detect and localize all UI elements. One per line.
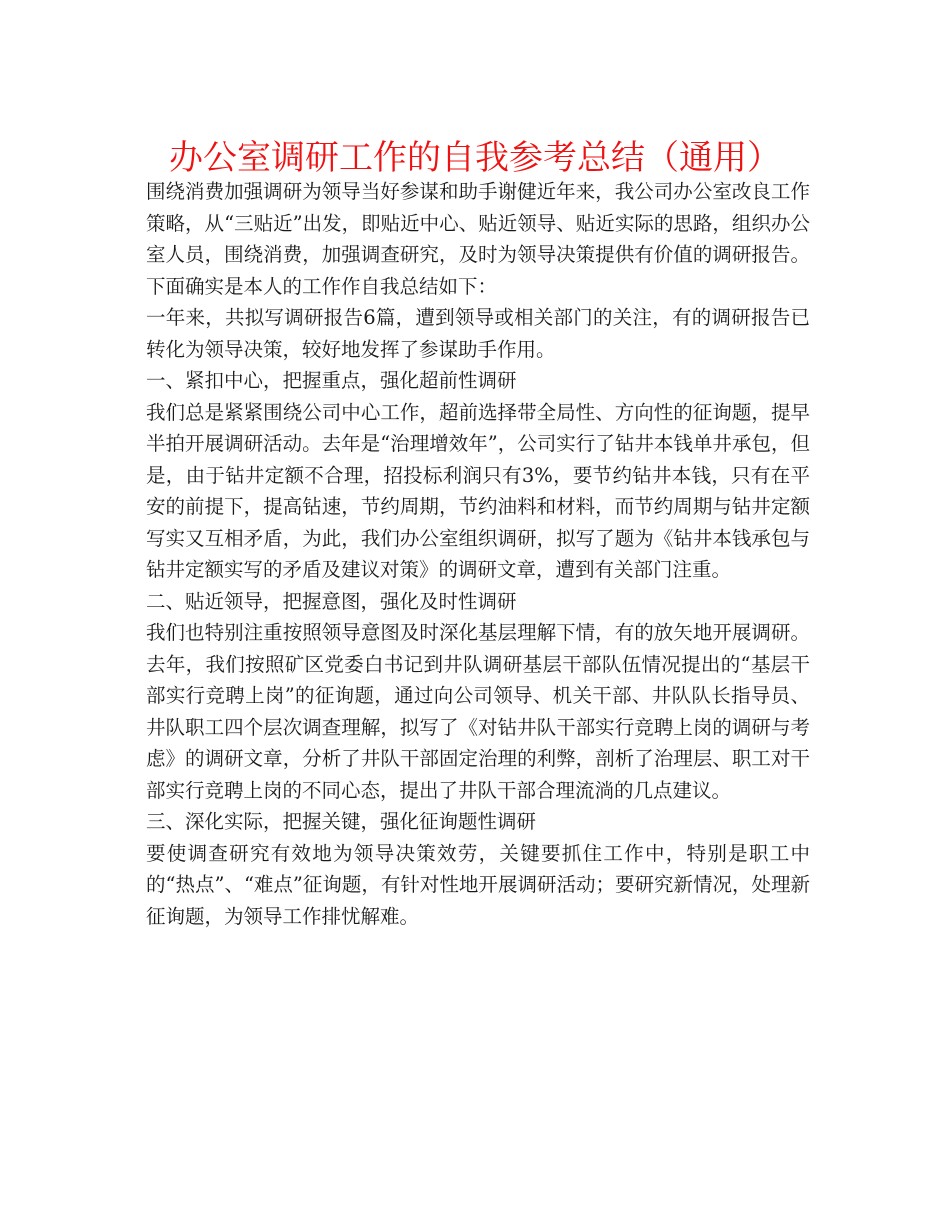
section-heading-3: 三、深化实际，把握关键，强化征询题性调研 <box>146 810 537 833</box>
paragraph-intro: 围绕消费加强调研为领导当好参谋和助手谢健近年来，我公司办公室改良工作策略，从“三贴近”出发，即贴近中心、贴近领导、贴近实际的思路，组织办公室人员，围绕消费，加强调查研究，及时为领导决策提供有价值的调研报告。下面确实是本人的工作作自我总结如下： <box>146 180 810 298</box>
section-heading-1: 一、紧扣中心，把握重点，强化超前性调研 <box>146 369 517 392</box>
section-body-2: 我们也特别注重按照领导意图及时深化基层理解下情，有的放矢地开展调研。去年，我们按照矿区党委白书记到井队调研基层干部队伍情况提出的“基层干部实行竞聘上岗”的征询题，通过向公司领导、机关干部、井队队长指导员、井队职工四个层次调查理解，拟写了《对钻井队干部实行竞聘上岗的调研与考虑》的调研文章，分析了井队干部固定治理的利弊，剖析了治理层、职工对干部实行竞聘上岗的不同心态，提出了井队干部合理流淌的几点建议。 <box>146 621 810 802</box>
document-title: 办公室调研工作的自我参考总结（通用） <box>169 138 781 178</box>
document-body <box>146 176 810 932</box>
section-body-1: 我们总是紧紧围绕公司中心工作，超前选择带全局性、方向性的征询题，提早半拍开展调研活动。去年是“治理增效年”，公司实行了钻井本钱单井承包，但是，由于钻井定额不合理，招投标利润只有3%，要节约钻井本钱，只有在平安的前提下，提高钻速，节约周期，节约油料和材料，而节约周期与钻井定额写实又互相矛盾，为此，我们办公室组织调研，拟写了题为《钻井本钱承包与钻井定额实写的矛盾及建议对策》的调研文章，遭到有关部门注重。 <box>146 400 810 581</box>
section-body-3: 要使调查研究有效地为领导决策效劳，关键要抓住工作中，特别是职工中的“热点”、“难点”征询题，有针对性地开展调研活动；要研究新情况，处理新征询题，为领导工作排忧解难。 <box>146 841 810 928</box>
paragraph-summary: 一年来，共拟写调研报告6篇，遭到领导或相关部门的关注，有的调研报告已转化为领导决策，较好地发挥了参谋助手作用。 <box>146 306 810 361</box>
section-heading-2: 二、贴近领导，把握意图，强化及时性调研 <box>146 589 517 613</box>
